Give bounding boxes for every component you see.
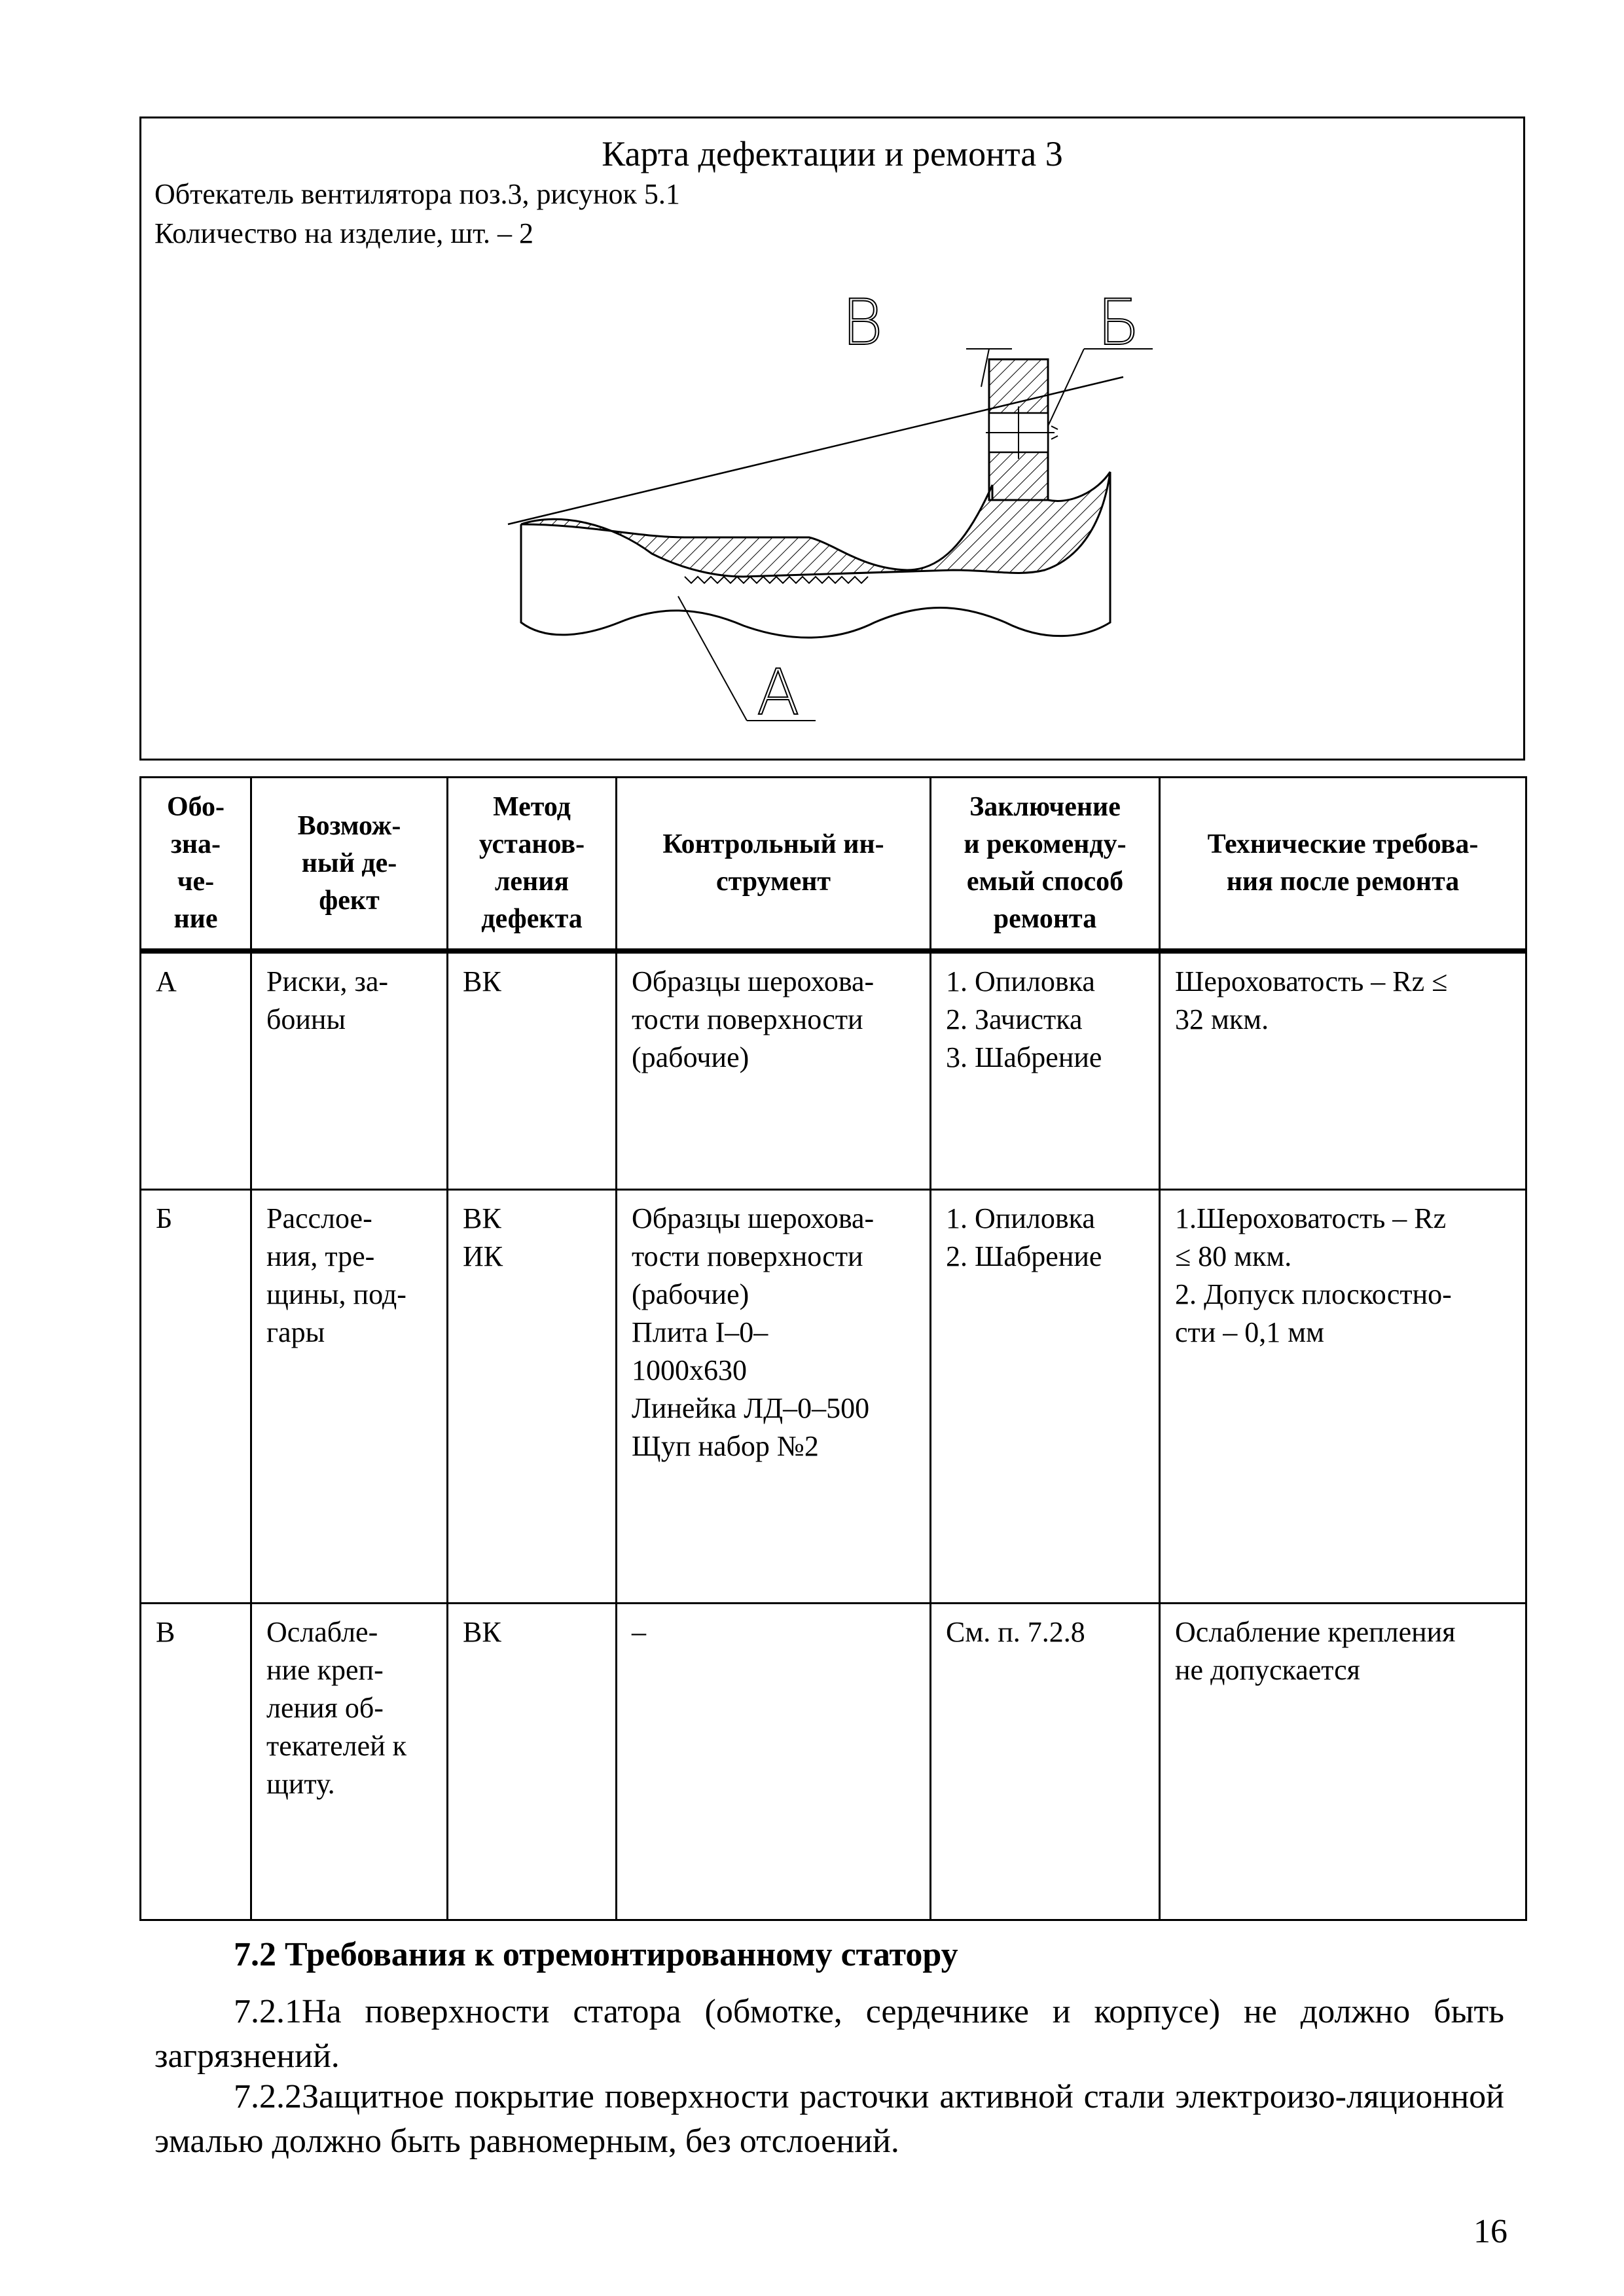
callout-b: Б (1097, 286, 1140, 359)
cell-method: ВК (448, 951, 617, 1189)
header-defect: Возмож- ный де- фект (251, 778, 448, 952)
paragraph-7-2-2: 7.2.2Защитное покрытие поверхности расточки активной стали электроизо-ляционной эмалью должно быть равномерным, без отслоений. (154, 2078, 1504, 2160)
callout-v: В (842, 286, 883, 359)
cell-instrument: – (617, 1604, 931, 1920)
page-number: 16 (1473, 2213, 1507, 2250)
defect-table (139, 776, 1527, 1921)
cell-designation: А (141, 951, 251, 1189)
defect-card (139, 117, 1525, 761)
card-quantity: Количество на изделие, шт. – 2 (154, 217, 534, 249)
cell-instrument: Образцы шерохова- тости поверхности (рабочие) Плита I–0– 1000х630 Линейка ЛД–0–500 Щуп набор №2 (617, 1189, 931, 1603)
section-heading: 7.2 Требования к отремонтированному статору (234, 1936, 958, 1973)
table-row (141, 1189, 1526, 1603)
cell-requirements: 1.Шероховатость – Rz ≤ 80 мкм. 2. Допуск плоскостно- сти – 0,1 мм (1160, 1189, 1526, 1603)
table-header-row (141, 778, 1526, 952)
cell-instrument: Образцы шерохова- тости поверхности (рабочие) (617, 951, 931, 1189)
cell-method: ВК (448, 1604, 617, 1920)
card-part-description: Обтекатель вентилятора поз.3, рисунок 5.1 (154, 178, 680, 210)
header-method: Метод установ- ления дефекта (448, 778, 617, 952)
callout-a: А (757, 656, 800, 729)
cell-repair: См. п. 7.2.8 (931, 1604, 1160, 1920)
header-requirements: Технические требова- ния после ремонта (1160, 778, 1526, 952)
header-repair: Заключение и рекоменду- емый способ ремонта (931, 778, 1160, 952)
card-title: Карта дефектации и ремонта 3 (602, 134, 1063, 173)
cell-repair: 1. Опиловка 2. Зачистка 3. Шабрение (931, 951, 1160, 1189)
cell-method: ВК ИК (448, 1189, 617, 1603)
cell-requirements: Ослабление крепления не допускается (1160, 1604, 1526, 1920)
header-designation: Обо- зна- че- ние (141, 778, 251, 952)
cell-designation: В (141, 1604, 251, 1920)
cell-designation: Б (141, 1189, 251, 1603)
cell-defect: Ослабле- ние креп- ления об- текателей к щиту. (251, 1604, 448, 1920)
cell-defect: Риски, за- боины (251, 951, 448, 1189)
cell-repair: 1. Опиловка 2. Шабрение (931, 1189, 1160, 1603)
fan-cowl-section-drawing (141, 118, 1523, 759)
paragraph-7-2-1: 7.2.1На поверхности статора (обмотке, сердечнике и корпусе) не должно быть загрязнений. (154, 1993, 1504, 2075)
table-row (141, 951, 1526, 1189)
cell-defect: Расслое- ния, тре- щины, под- гары (251, 1189, 448, 1603)
header-instrument: Контрольный ин- струмент (617, 778, 931, 952)
table-row (141, 1604, 1526, 1920)
cell-requirements: Шероховатость – Rz ≤ 32 мкм. (1160, 951, 1526, 1189)
